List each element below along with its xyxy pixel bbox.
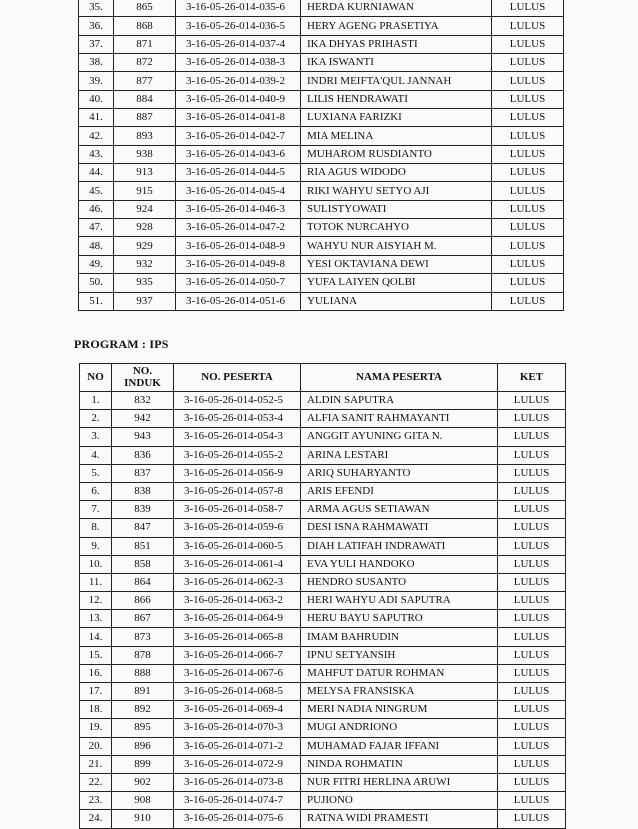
- cell-nama-peserta: MUGI ANDRIONO: [301, 719, 498, 737]
- cell-ket: LULUS: [498, 792, 566, 810]
- cell-ket: LULUS: [492, 17, 564, 35]
- cell-ket: LULUS: [498, 410, 566, 428]
- table-row: [79, 17, 564, 35]
- cell-no: 46.: [79, 200, 114, 218]
- cell-no-induk: 867: [112, 610, 174, 628]
- cell-no-peserta: 3-16-05-26-014-039-2: [176, 72, 301, 90]
- cell-nama-peserta: WAHYU NUR AISYIAH M.: [301, 237, 492, 255]
- cell-no: 49.: [79, 255, 114, 273]
- cell-nama-peserta: YESI OKTAVIANA DEWI: [301, 255, 492, 273]
- cell-no-induk: 915: [114, 182, 176, 200]
- header-no-peserta: NO. PESERTA: [174, 364, 301, 392]
- cell-ket: LULUS: [498, 446, 566, 464]
- cell-no-peserta: 3-16-05-26-014-046-3: [176, 200, 301, 218]
- cell-ket: LULUS: [492, 72, 564, 90]
- cell-ket: LULUS: [498, 755, 566, 773]
- cell-no-peserta: 3-16-05-26-014-060-5: [174, 537, 301, 555]
- cell-no: 36.: [79, 17, 114, 35]
- cell-no-peserta: 3-16-05-26-014-040-9: [176, 90, 301, 108]
- table-body: [80, 392, 566, 829]
- table-row: [80, 501, 566, 519]
- cell-no-induk: 868: [114, 17, 176, 35]
- cell-no-induk: 887: [114, 109, 176, 127]
- cell-nama-peserta: EVA YULI HANDOKO: [301, 555, 498, 573]
- cell-no-induk: 908: [112, 792, 174, 810]
- cell-nama-peserta: LUXIANA FARIZKI: [301, 109, 492, 127]
- cell-nama-peserta: HERI WAHYU ADI SAPUTRA: [301, 592, 498, 610]
- cell-nama-peserta: YUFA LAIYEN QOLBI: [301, 274, 492, 292]
- cell-nama-peserta: MUHAMAD FAJAR IFFANI: [301, 737, 498, 755]
- table-row: [79, 109, 564, 127]
- table-row: [80, 719, 566, 737]
- cell-no-peserta: 3-16-05-26-014-067-6: [174, 664, 301, 682]
- table-row: [80, 737, 566, 755]
- cell-no: 18.: [80, 701, 112, 719]
- cell-no: 9.: [80, 537, 112, 555]
- cell-no-induk: 836: [112, 446, 174, 464]
- cell-no-peserta: 3-16-05-26-014-055-2: [174, 446, 301, 464]
- cell-nama-peserta: ARMA AGUS SETIAWAN: [301, 501, 498, 519]
- table-row: [79, 274, 564, 292]
- cell-no-induk: 851: [112, 537, 174, 555]
- cell-no-induk: 871: [114, 35, 176, 53]
- cell-ket: LULUS: [492, 200, 564, 218]
- cell-no-peserta: 3-16-05-26-014-038-3: [176, 54, 301, 72]
- cell-ket: LULUS: [492, 90, 564, 108]
- cell-no-induk: 929: [114, 237, 176, 255]
- table-row: [80, 792, 566, 810]
- cell-nama-peserta: HERDA KURNIAWAN: [301, 0, 492, 17]
- cell-no-peserta: 3-16-05-26-014-063-2: [174, 592, 301, 610]
- cell-no: 17.: [80, 683, 112, 701]
- cell-ket: LULUS: [498, 392, 566, 410]
- cell-no-peserta: 3-16-05-26-014-052-5: [174, 392, 301, 410]
- cell-ket: LULUS: [492, 145, 564, 163]
- cell-nama-peserta: LILIS HENDRAWATI: [301, 90, 492, 108]
- cell-no-induk: 937: [114, 292, 176, 310]
- cell-no: 24.: [80, 810, 112, 828]
- cell-nama-peserta: HENDRO SUSANTO: [301, 573, 498, 591]
- cell-nama-peserta: ARIS EFENDI: [301, 482, 498, 500]
- cell-no: 5.: [80, 464, 112, 482]
- cell-no-induk: 938: [114, 145, 176, 163]
- cell-no-peserta: 3-16-05-26-014-059-6: [174, 519, 301, 537]
- table-row: [80, 628, 566, 646]
- cell-no-peserta: 3-16-05-26-014-064-9: [174, 610, 301, 628]
- cell-no: 8.: [80, 519, 112, 537]
- cell-no-peserta: 3-16-05-26-014-069-4: [174, 701, 301, 719]
- table-row: [79, 237, 564, 255]
- cell-no-peserta: 3-16-05-26-014-061-4: [174, 555, 301, 573]
- cell-ket: LULUS: [498, 664, 566, 682]
- cell-no-peserta: 3-16-05-26-014-075-6: [174, 810, 301, 828]
- header-no: NO: [80, 364, 112, 392]
- cell-no-induk: 888: [112, 664, 174, 682]
- cell-no: 19.: [80, 719, 112, 737]
- cell-ket: LULUS: [492, 164, 564, 182]
- cell-no-peserta: 3-16-05-26-014-047-2: [176, 219, 301, 237]
- cell-no-peserta: 3-16-05-26-014-036-5: [176, 17, 301, 35]
- table-row: [80, 773, 566, 791]
- cell-nama-peserta: INDRI MEIFTA'QUL JANNAH: [301, 72, 492, 90]
- cell-no: 13.: [80, 610, 112, 628]
- cell-ket: LULUS: [498, 683, 566, 701]
- cell-no: 47.: [79, 219, 114, 237]
- cell-ket: LULUS: [498, 428, 566, 446]
- cell-no-peserta: 3-16-05-26-014-065-8: [174, 628, 301, 646]
- table-row: [79, 182, 564, 200]
- cell-no: 41.: [79, 109, 114, 127]
- cell-ket: LULUS: [498, 592, 566, 610]
- header-no-induk-label: NO. INDUK: [124, 364, 161, 389]
- cell-no: 4.: [80, 446, 112, 464]
- table-body: [79, 0, 564, 310]
- cell-no-induk: 891: [112, 683, 174, 701]
- cell-no: 39.: [79, 72, 114, 90]
- cell-nama-peserta: SULISTYOWATI: [301, 200, 492, 218]
- cell-ket: LULUS: [498, 810, 566, 828]
- cell-no-induk: 838: [112, 482, 174, 500]
- table-row: [80, 537, 566, 555]
- cell-no-induk: 910: [112, 810, 174, 828]
- cell-no: 40.: [79, 90, 114, 108]
- cell-no-induk: 865: [114, 0, 176, 17]
- table-row: [79, 90, 564, 108]
- cell-no-peserta: 3-16-05-26-014-035-6: [176, 0, 301, 17]
- cell-no-induk: 935: [114, 274, 176, 292]
- cell-no: 14.: [80, 628, 112, 646]
- header-ket: KET: [498, 364, 566, 392]
- table-row: [79, 127, 564, 145]
- cell-no-peserta: 3-16-05-26-014-049-8: [176, 255, 301, 273]
- cell-nama-peserta: ANGGIT AYUNING GITA N.: [301, 428, 498, 446]
- cell-no-induk: 837: [112, 464, 174, 482]
- cell-nama-peserta: MIA MELINA: [301, 127, 492, 145]
- table-row: [79, 292, 564, 310]
- cell-ket: LULUS: [498, 610, 566, 628]
- cell-nama-peserta: IKA DHYAS PRIHASTI: [301, 35, 492, 53]
- cell-ket: LULUS: [498, 519, 566, 537]
- table-row: [79, 164, 564, 182]
- cell-no: 1.: [80, 392, 112, 410]
- table-row: [79, 255, 564, 273]
- cell-no-induk: 943: [112, 428, 174, 446]
- cell-no-peserta: 3-16-05-26-014-050-7: [176, 274, 301, 292]
- cell-no-induk: 924: [114, 200, 176, 218]
- cell-nama-peserta: IPNU SETYANSIH: [301, 646, 498, 664]
- cell-ket: LULUS: [492, 274, 564, 292]
- cell-no: 11.: [80, 573, 112, 591]
- table-row: [80, 810, 566, 828]
- cell-no: 7.: [80, 501, 112, 519]
- cell-no: 21.: [80, 755, 112, 773]
- table-row: [80, 755, 566, 773]
- cell-nama-peserta: ALFIA SANIT RAHMAYANTI: [301, 410, 498, 428]
- cell-nama-peserta: NINDA ROHMATIN: [301, 755, 498, 773]
- cell-no: 42.: [79, 127, 114, 145]
- cell-no: 51.: [79, 292, 114, 310]
- cell-nama-peserta: RATNA WIDI PRAMESTI: [301, 810, 498, 828]
- cell-ket: LULUS: [492, 109, 564, 127]
- cell-no: 2.: [80, 410, 112, 428]
- cell-no-peserta: 3-16-05-26-014-073-8: [174, 773, 301, 791]
- cell-no-peserta: 3-16-05-26-014-068-5: [174, 683, 301, 701]
- cell-no-peserta: 3-16-05-26-014-071-2: [174, 737, 301, 755]
- table-row: [80, 464, 566, 482]
- table-row: [80, 646, 566, 664]
- table-row: [79, 35, 564, 53]
- header-no-induk: [112, 364, 174, 392]
- cell-no: 6.: [80, 482, 112, 500]
- header-nama-peserta: NAMA PESERTA: [301, 364, 498, 392]
- cell-no-peserta: 3-16-05-26-014-043-6: [176, 145, 301, 163]
- cell-no: 3.: [80, 428, 112, 446]
- cell-ket: LULUS: [492, 182, 564, 200]
- cell-nama-peserta: RIKI WAHYU SETYO AJI: [301, 182, 492, 200]
- cell-no-peserta: 3-16-05-26-014-054-3: [174, 428, 301, 446]
- cell-ket: LULUS: [492, 35, 564, 53]
- cell-no-peserta: 3-16-05-26-014-066-7: [174, 646, 301, 664]
- cell-no-peserta: 3-16-05-26-014-051-6: [176, 292, 301, 310]
- table-row: [80, 428, 566, 446]
- cell-nama-peserta: MERI NADIA NINGRUM: [301, 701, 498, 719]
- cell-ket: LULUS: [498, 737, 566, 755]
- cell-no: 10.: [80, 555, 112, 573]
- cell-ket: LULUS: [492, 237, 564, 255]
- cell-ket: LULUS: [498, 501, 566, 519]
- table-row: [79, 200, 564, 218]
- cell-no: 23.: [80, 792, 112, 810]
- cell-nama-peserta: PUJIONO: [301, 792, 498, 810]
- table-row: [80, 519, 566, 537]
- cell-no-induk: 932: [114, 255, 176, 273]
- table-row: [80, 701, 566, 719]
- cell-no-peserta: 3-16-05-26-014-044-5: [176, 164, 301, 182]
- table-row: [79, 54, 564, 72]
- cell-no-induk: 873: [112, 628, 174, 646]
- cell-no-induk: 884: [114, 90, 176, 108]
- cell-no-peserta: 3-16-05-26-014-048-9: [176, 237, 301, 255]
- cell-nama-peserta: HERU BAYU SAPUTRO: [301, 610, 498, 628]
- cell-no-induk: 942: [112, 410, 174, 428]
- cell-no-induk: 893: [114, 127, 176, 145]
- cell-no-induk: 858: [112, 555, 174, 573]
- cell-no-peserta: 3-16-05-26-014-074-7: [174, 792, 301, 810]
- cell-no-peserta: 3-16-05-26-014-053-4: [174, 410, 301, 428]
- table-row: [80, 664, 566, 682]
- cell-ket: LULUS: [498, 573, 566, 591]
- cell-ket: LULUS: [498, 646, 566, 664]
- cell-ket: LULUS: [492, 127, 564, 145]
- cell-nama-peserta: ALDIN SAPUTRA: [301, 392, 498, 410]
- cell-no-peserta: 3-16-05-26-014-037-4: [176, 35, 301, 53]
- cell-no-induk: 895: [112, 719, 174, 737]
- cell-no: 35.: [79, 0, 114, 17]
- cell-ket: LULUS: [492, 292, 564, 310]
- cell-ket: LULUS: [498, 701, 566, 719]
- cell-no-induk: 902: [112, 773, 174, 791]
- cell-ket: LULUS: [492, 54, 564, 72]
- cell-no: 48.: [79, 237, 114, 255]
- table-row: [79, 219, 564, 237]
- cell-no-induk: 928: [114, 219, 176, 237]
- cell-ket: LULUS: [498, 555, 566, 573]
- program-label: PROGRAM : IPS: [74, 337, 169, 351]
- table-row: [80, 410, 566, 428]
- cell-no-induk: 896: [112, 737, 174, 755]
- table-row: [79, 72, 564, 90]
- cell-ket: LULUS: [498, 482, 566, 500]
- cell-no: 16.: [80, 664, 112, 682]
- cell-no: 12.: [80, 592, 112, 610]
- cell-no-peserta: 3-16-05-26-014-058-7: [174, 501, 301, 519]
- cell-no-peserta: 3-16-05-26-014-045-4: [176, 182, 301, 200]
- table-row: [80, 610, 566, 628]
- table-row: [80, 555, 566, 573]
- ipa-results-table-continued: [78, 0, 564, 311]
- cell-no-induk: 872: [114, 54, 176, 72]
- cell-nama-peserta: ARIQ SUHARYANTO: [301, 464, 498, 482]
- cell-no: 38.: [79, 54, 114, 72]
- cell-no-induk: 892: [112, 701, 174, 719]
- table-row: [79, 145, 564, 163]
- cell-no-peserta: 3-16-05-26-014-072-9: [174, 755, 301, 773]
- cell-no: 15.: [80, 646, 112, 664]
- table-row: [80, 683, 566, 701]
- cell-nama-peserta: MAHFUT DATUR ROHMAN: [301, 664, 498, 682]
- table-row: [80, 392, 566, 410]
- cell-no: 44.: [79, 164, 114, 182]
- cell-ket: LULUS: [498, 773, 566, 791]
- cell-ket: LULUS: [498, 719, 566, 737]
- cell-nama-peserta: MELYSA FRANSISKA: [301, 683, 498, 701]
- cell-nama-peserta: ARINA LESTARI: [301, 446, 498, 464]
- cell-no-peserta: 3-16-05-26-014-070-3: [174, 719, 301, 737]
- table-header-row: [80, 364, 566, 392]
- cell-no-induk: 832: [112, 392, 174, 410]
- cell-ket: LULUS: [492, 219, 564, 237]
- cell-no: 37.: [79, 35, 114, 53]
- cell-no-peserta: 3-16-05-26-014-062-3: [174, 573, 301, 591]
- cell-no-peserta: 3-16-05-26-014-042-7: [176, 127, 301, 145]
- cell-no-peserta: 3-16-05-26-014-041-8: [176, 109, 301, 127]
- cell-ket: LULUS: [498, 537, 566, 555]
- cell-no-induk: 839: [112, 501, 174, 519]
- cell-no-induk: 864: [112, 573, 174, 591]
- cell-no: 22.: [80, 773, 112, 791]
- cell-no-induk: 899: [112, 755, 174, 773]
- cell-nama-peserta: IMAM BAHRUDIN: [301, 628, 498, 646]
- cell-no-induk: 878: [112, 646, 174, 664]
- cell-no-induk: 913: [114, 164, 176, 182]
- cell-ket: LULUS: [492, 0, 564, 17]
- cell-no: 50.: [79, 274, 114, 292]
- table-row: [80, 446, 566, 464]
- cell-nama-peserta: HERY AGENG PRASETIYA: [301, 17, 492, 35]
- cell-nama-peserta: DESI ISNA RAHMAWATI: [301, 519, 498, 537]
- cell-nama-peserta: MUHAROM RUSDIANTO: [301, 145, 492, 163]
- cell-nama-peserta: NUR FITRI HERLINA ARUWI: [301, 773, 498, 791]
- cell-no-peserta: 3-16-05-26-014-056-9: [174, 464, 301, 482]
- cell-nama-peserta: DIAH LATIFAH INDRAWATI: [301, 537, 498, 555]
- cell-no-induk: 866: [112, 592, 174, 610]
- cell-ket: LULUS: [498, 628, 566, 646]
- table-row: [80, 592, 566, 610]
- cell-no-induk: 847: [112, 519, 174, 537]
- table-row: [79, 0, 564, 17]
- cell-nama-peserta: IKA ISWANTI: [301, 54, 492, 72]
- cell-nama-peserta: TOTOK NURCAHYO: [301, 219, 492, 237]
- cell-no: 45.: [79, 182, 114, 200]
- table-row: [80, 482, 566, 500]
- cell-ket: LULUS: [492, 255, 564, 273]
- cell-no-peserta: 3-16-05-26-014-057-8: [174, 482, 301, 500]
- cell-nama-peserta: YULIANA: [301, 292, 492, 310]
- cell-nama-peserta: RIA AGUS WIDODO: [301, 164, 492, 182]
- cell-no: 20.: [80, 737, 112, 755]
- table-row: [80, 573, 566, 591]
- cell-ket: LULUS: [498, 464, 566, 482]
- ips-results-table: [79, 363, 566, 829]
- cell-no: 43.: [79, 145, 114, 163]
- cell-no-induk: 877: [114, 72, 176, 90]
